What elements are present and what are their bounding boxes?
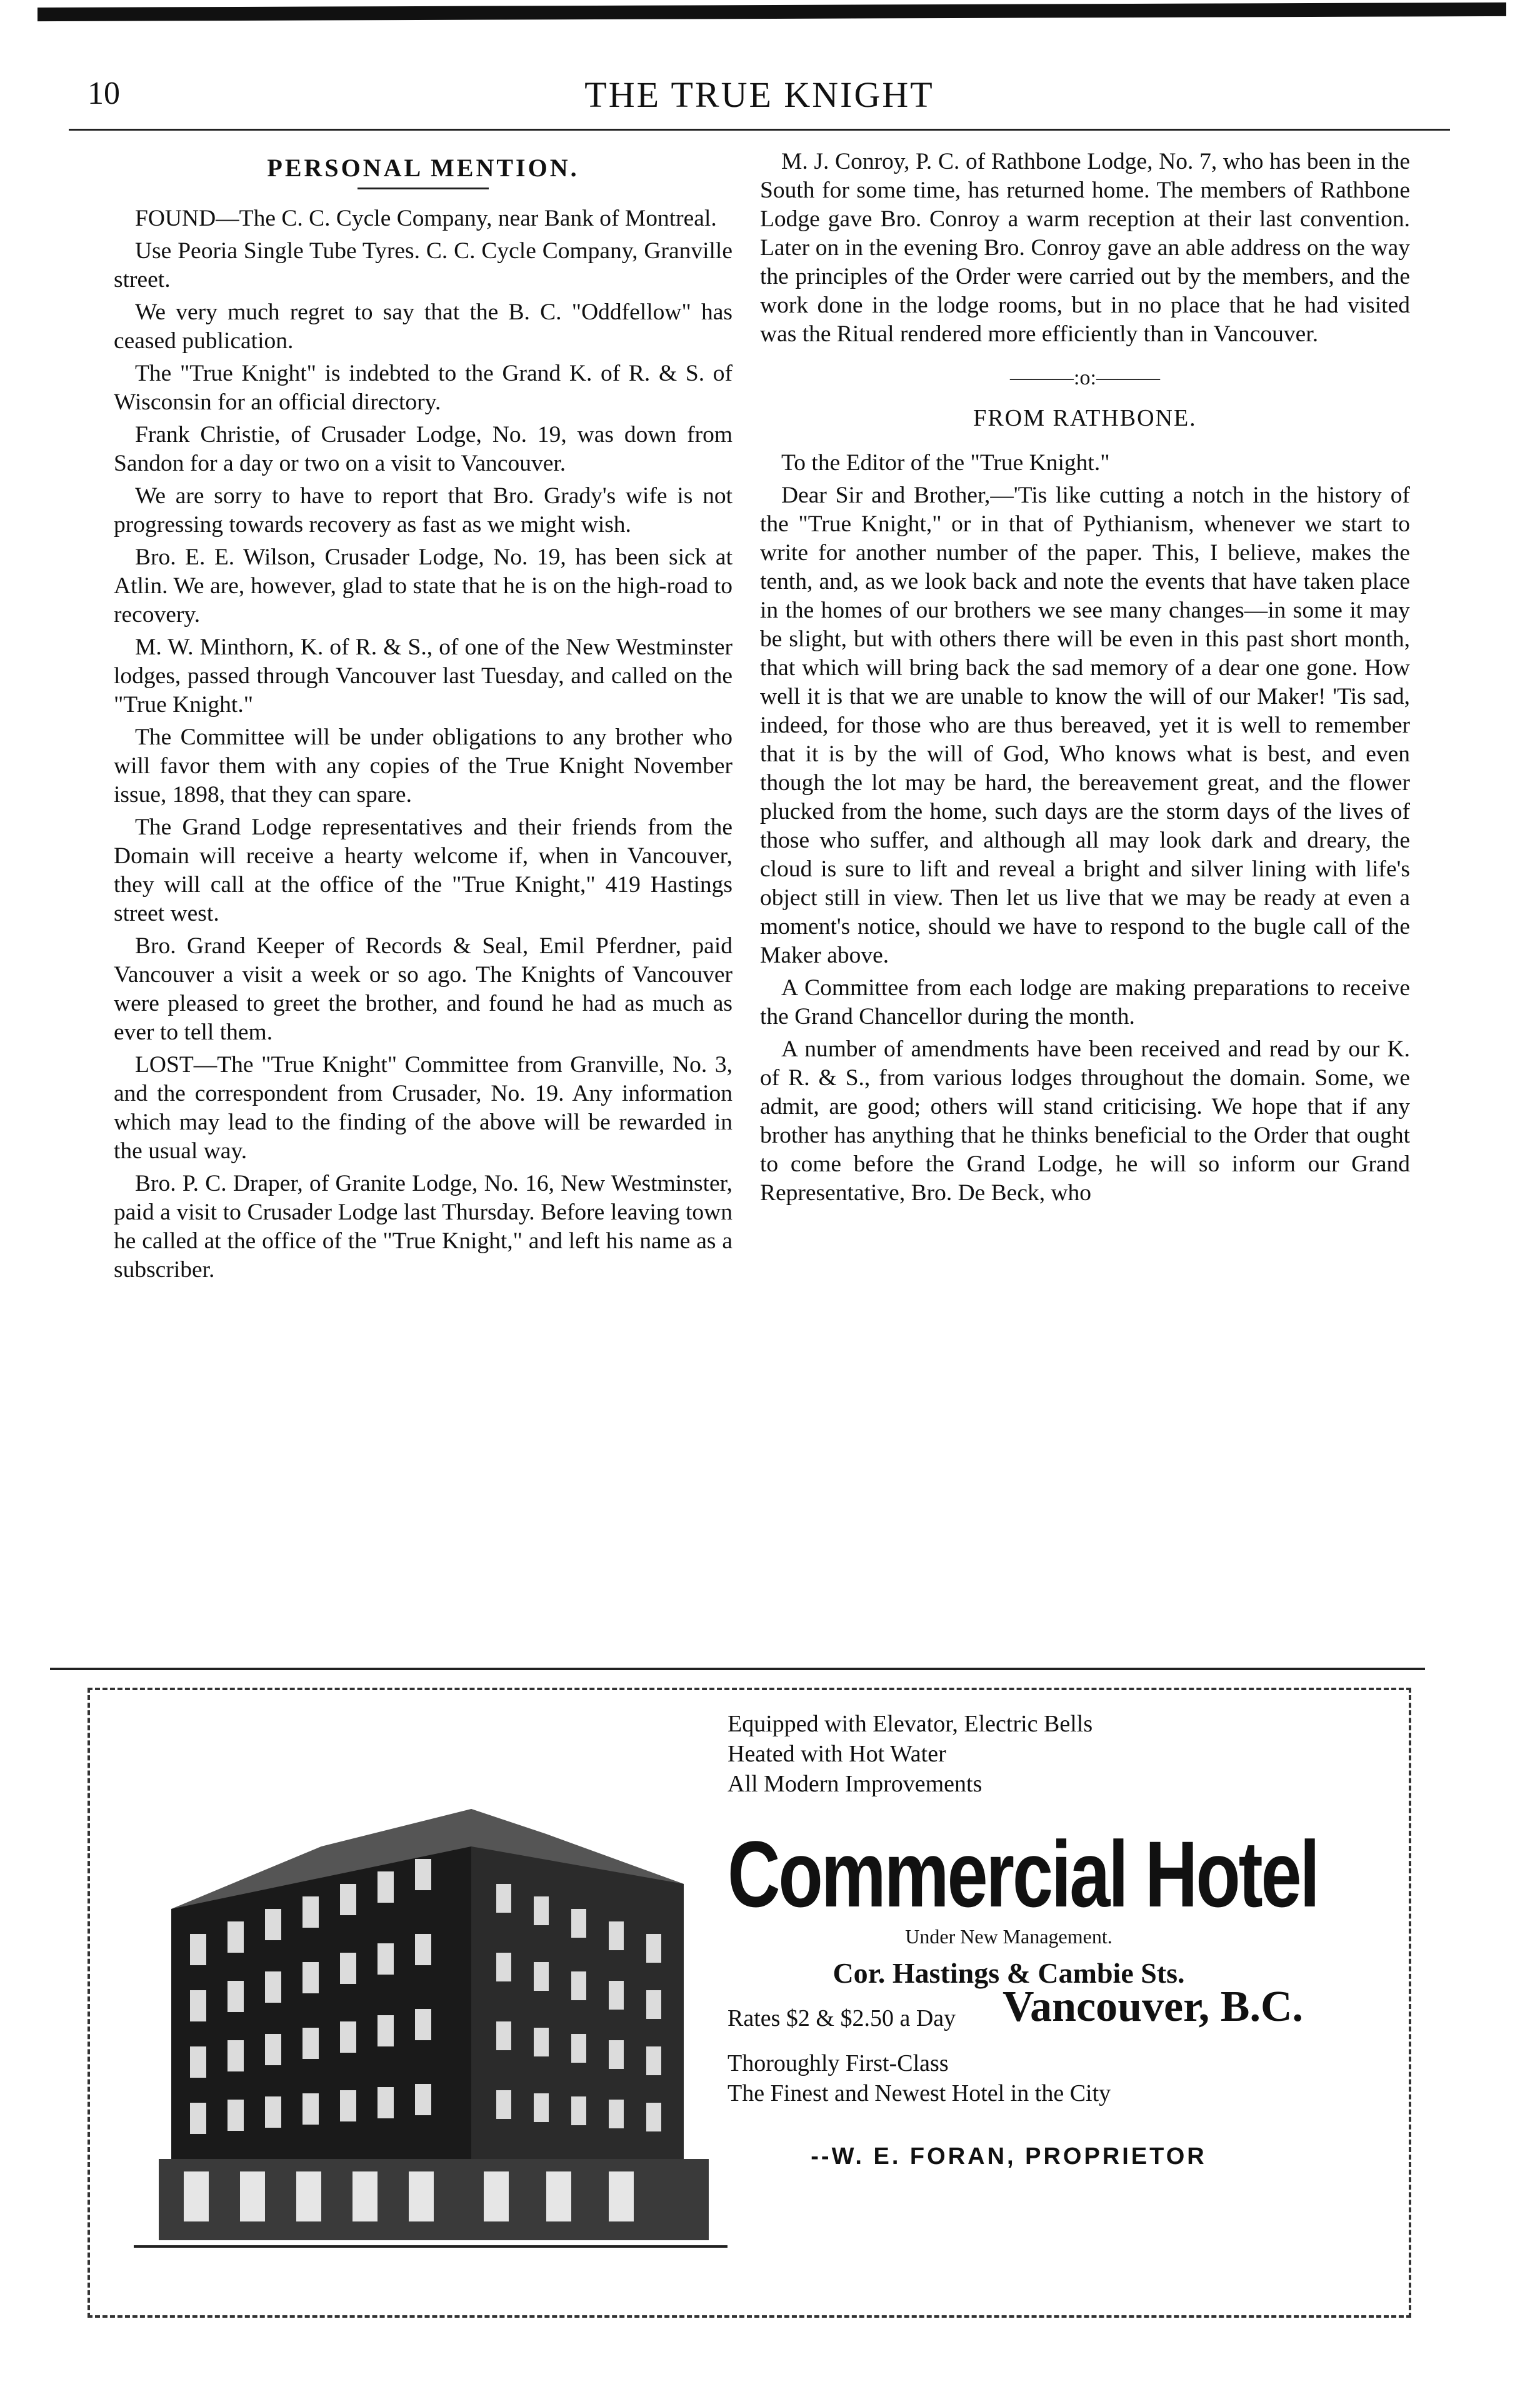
rates-row bbox=[728, 1983, 1390, 2048]
news-item: We very much regret to say that the B. C. "Oddfellow" has ceased publication. bbox=[114, 299, 732, 354]
page-header bbox=[69, 69, 1450, 131]
masthead-title: THE TRUE KNIGHT bbox=[584, 74, 934, 115]
proprietor-line: --W. E. FORAN, PROPRIETOR bbox=[811, 2143, 1207, 2170]
section-title-personal-mention: PERSONAL MENTION. bbox=[267, 154, 579, 182]
letter-paragraph: A number of amendments have been received and read by our K. of R. & S., from various lodges throughout the domain. Some, we admit, are good; others will stand criticising. We hope that if any brother has anything that he thinks beneficial to the Order that ought to come before the Grand Lodge, he will so inform our Grand Representative, Bro. De Beck, who bbox=[760, 1036, 1410, 1206]
news-item: FOUND—The C. C. Cycle Company, near Bank of Montreal. bbox=[135, 206, 717, 231]
conroy-paragraph: M. J. Conroy, P. C. of Rathbone Lodge, No. 7, who has been in the South for some time, has returned home. The members of Rathbone Lodge gave Bro. Conroy a warm reception at their last convention. Later on in the evening Bro. Conroy gave an able address on the way the principles of the Order were carried out by the members, and the work done in the lodge rooms, but in no place that he had visited was the Ritual rendered more efficiently than in Vancouver. bbox=[760, 149, 1410, 347]
letter-paragraph: To the Editor of the "True Knight." bbox=[781, 450, 1110, 476]
news-item: Use Peoria Single Tube Tyres. C. C. Cycle Company, Granville street. bbox=[114, 238, 732, 293]
news-item: Bro. P. C. Draper, of Granite Lodge, No. 16, New Westminster, paid a visit to Crusader Lodge last Thursday. Before leaving town he called at the office of the "True Knight," and left his name as a subscriber. bbox=[114, 1171, 732, 1283]
news-item: Bro. E. E. Wilson, Crusader Lodge, No. 19, has been sick at Atlin. We are, however, glad to state that he is on the high-road to recovery. bbox=[114, 544, 732, 628]
advert-divider bbox=[50, 1668, 1425, 1670]
news-item: The "True Knight" is indebted to the Grand K. of R. & S. of Wisconsin for an official directory. bbox=[114, 361, 732, 415]
subheading-from-rathbone: FROM RATHBONE. bbox=[973, 405, 1197, 431]
hotel-name: Commercial Hotel bbox=[728, 1821, 1318, 1926]
feature-line: Equipped with Elevator, Electric Bells bbox=[728, 1711, 1093, 1737]
news-item: The Committee will be under obligations to any brother who will favor them with any copies of the True Knight November issue, 1898, that they can spare. bbox=[114, 724, 732, 808]
feature-line: All Modern Improvements bbox=[728, 1771, 982, 1797]
tagline: Thoroughly First-Class bbox=[728, 2050, 949, 2076]
advert-text-block bbox=[728, 1709, 1390, 2170]
left-column bbox=[114, 148, 732, 1288]
news-item: M. W. Minthorn, K. of R. & S., of one of the New Westminster lodges, passed through Vancouver last Tuesday, and called on the "True Knight." bbox=[114, 634, 732, 718]
page-number: 10 bbox=[88, 76, 120, 111]
management-note: Under New Management. bbox=[905, 1925, 1112, 1948]
news-item: Bro. Grand Keeper of Records & Seal, Emil Pferdner, paid Vancouver a visit a week or so ago. The Knights of Vancouver were pleased to greet the brother, and found he had as much as ever to tell them. bbox=[114, 933, 732, 1045]
ornament-separator: ———:o:——— bbox=[1010, 366, 1160, 389]
letter-paragraph: Dear Sir and Brother,—'Tis like cutting a notch in the history of the "True Knight," or in that of Pythianism, whenever we start to write for another number of the paper. This, I believe, makes the tenth, and, as we look back and note the events that have taken place in the homes of our brothers we see many changes—in some it may be slight, but with others there will be even in this past short month, that which will bring back the sad memory of a dear one gone. How well it is that we are unable to know the will of our Maker! 'Tis sad, indeed, for those who are thus bereaved, yet it is well to remember that it is by the will of God, Who knows what is best, and even though the lot may be hard, the bereavement great, and the flower plucked from the home, such days are the storm days of the lives of those who suffer, and although all may look dark and dreary, the cloud is sure to lift and reveal a bright and silver lining with life's object still in view. Then let us live that we may be ready at even a moment's notice, should we have to respond to the bugle call of the Maker above. bbox=[760, 483, 1410, 968]
title-rule bbox=[358, 188, 489, 189]
tagline: The Finest and Newest Hotel in the City bbox=[728, 2080, 1111, 2106]
news-item: Frank Christie, of Crusader Lodge, No. 19, was down from Sandon for a day or two on a visit to Vancouver. bbox=[114, 422, 732, 476]
letter-paragraph: A Committee from each lodge are making preparations to receive the Grand Chancellor during the month. bbox=[760, 975, 1410, 1029]
news-item: We are sorry to have to report that Bro. Grady's wife is not progressing towards recovery as fast as we might wish. bbox=[114, 483, 732, 538]
right-column bbox=[760, 148, 1410, 1211]
hotel-advertisement bbox=[88, 1688, 1411, 2318]
news-item: LOST—The "True Knight" Committee from Granville, No. 3, and the correspondent from Crusader, No. 19. Any information which may lead to the finding of the above will be rewarded in the usual way. bbox=[114, 1052, 732, 1164]
hotel-city: Vancouver, B.C. bbox=[1002, 1983, 1304, 2031]
hotel-building-illustration bbox=[134, 1721, 728, 2271]
top-border-bar bbox=[38, 3, 1506, 21]
hotel-address: Cor. Hastings & Cambie Sts. bbox=[832, 1957, 1185, 1989]
news-item: The Grand Lodge representatives and their friends from the Domain will receive a hearty welcome if, when in Vancouver, they will call at the office of the "True Knight," 419 Hastings street west. bbox=[114, 814, 732, 926]
feature-line: Heated with Hot Water bbox=[728, 1741, 946, 1767]
hotel-rates: Rates $2 & $2.50 a Day bbox=[728, 2005, 956, 2031]
